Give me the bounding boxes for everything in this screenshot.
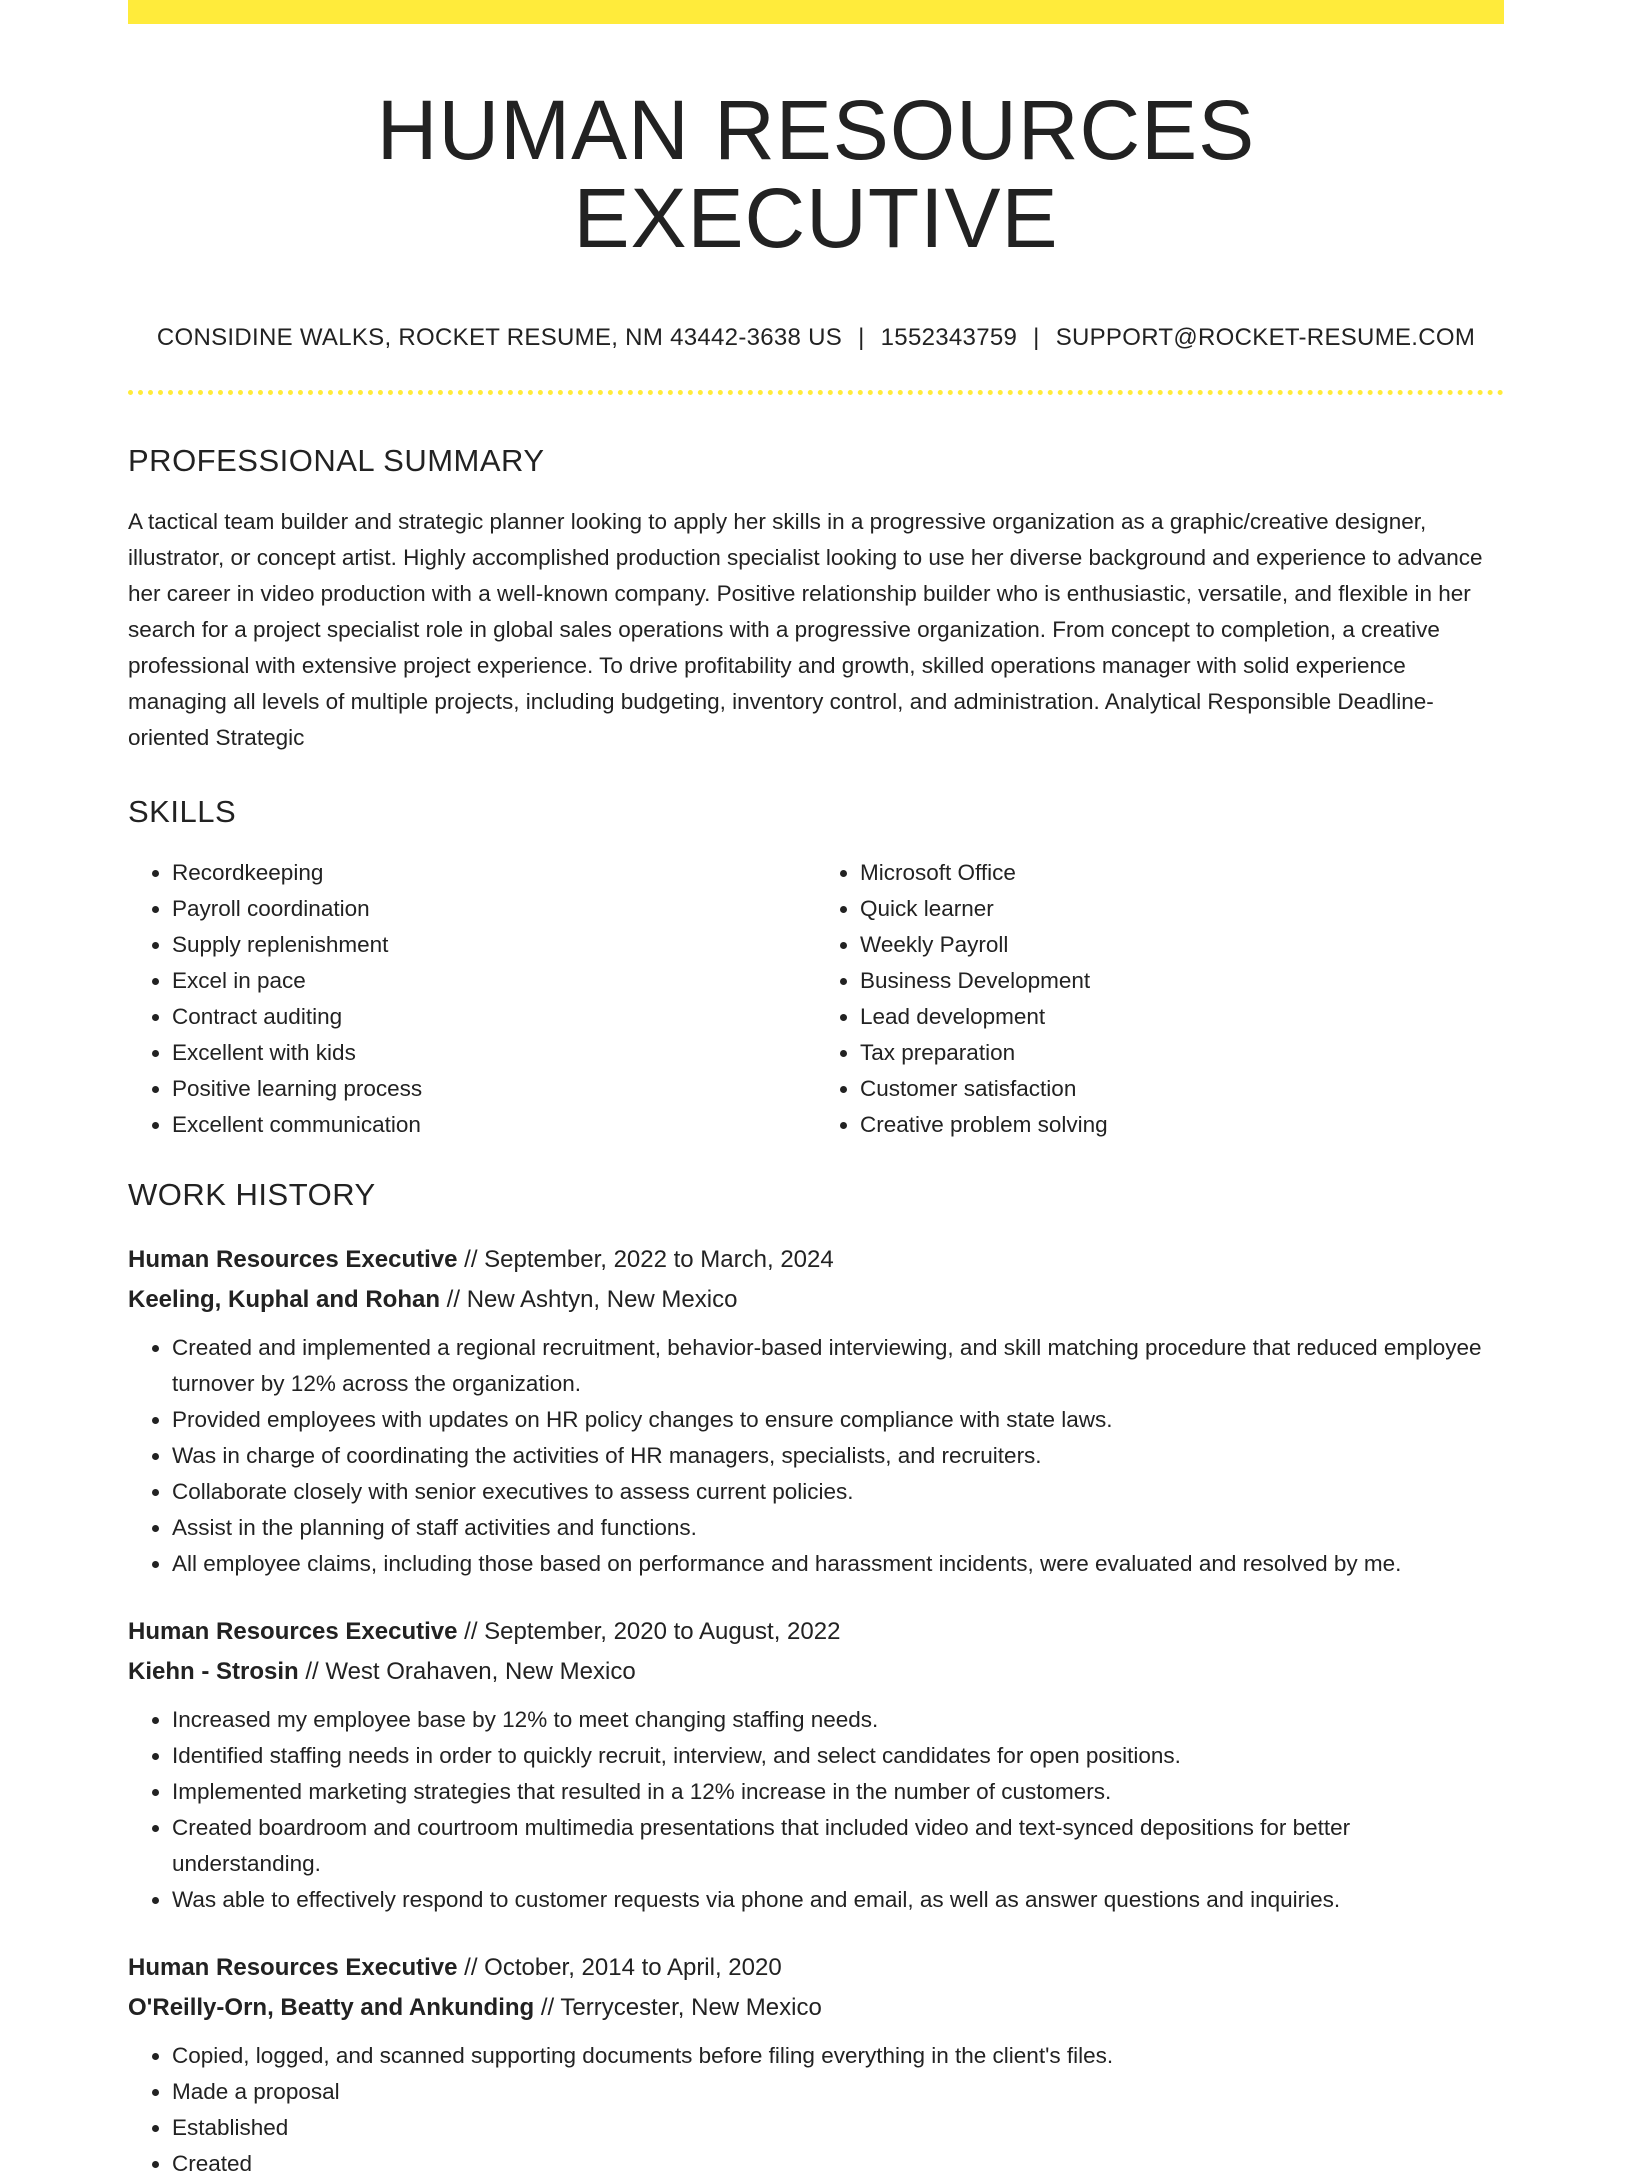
job-bullet: • Assist in the planning of staff activities and functions.: [172, 1510, 1504, 1546]
job-dates: // October, 2014 to April, 2020: [457, 1954, 782, 1982]
job-bullet: • All employee claims, including those based on performance and harassment incidents, were evaluated and resolved by me.: [172, 1546, 1504, 1582]
job-company: O'Reilly-Orn, Beatty and Ankunding: [128, 1994, 535, 2022]
skill-item: • Payroll coordination: [172, 891, 816, 927]
skill-item: • Supply replenishment: [172, 927, 816, 963]
job-bullet: • Established: [172, 2110, 1504, 2146]
job-role: Human Resources Executive: [128, 1246, 458, 1274]
job-entry: [128, 1240, 1504, 1582]
job-entry: [128, 1948, 1504, 2182]
job-company-line: [128, 1652, 1504, 1692]
job-bullet: • Was in charge of coordinating the activities of HR managers, specialists, and recruiters.: [172, 1438, 1504, 1474]
skill-item: • Lead development: [860, 999, 1504, 1035]
dotted-divider: [128, 390, 1504, 395]
skills-right-column: [816, 855, 1504, 1143]
skill-item: • Excellent with kids: [172, 1035, 816, 1071]
skills-heading: SKILLS: [128, 794, 237, 830]
job-role: Human Resources Executive: [128, 1618, 458, 1646]
job-location: // Terrycester, New Mexico: [534, 1994, 822, 2022]
skill-item: • Creative problem solving: [860, 1107, 1504, 1143]
skill-item: • Business Development: [860, 963, 1504, 999]
job-bullet: • Created boardroom and courtroom multimedia presentations that included video and text-synced depositions for better understanding.: [172, 1810, 1504, 1882]
job-bullets: [128, 1330, 1504, 1582]
skill-item: • Microsoft Office: [860, 855, 1504, 891]
job-role-line: [128, 1240, 1504, 1280]
job-bullet: • Copied, logged, and scanned supporting documents before filing everything in the client's files.: [172, 2038, 1504, 2074]
job-bullet: • Provided employees with updates on HR policy changes to ensure compliance with state laws.: [172, 1402, 1504, 1438]
job-dates: // September, 2020 to August, 2022: [457, 1618, 841, 1646]
resume-page: [128, 0, 1504, 2182]
resume-title: HUMAN RESOURCES EXECUTIVE: [376, 83, 1256, 266]
work-history-heading: WORK HISTORY: [128, 1177, 376, 1213]
summary-heading: PROFESSIONAL SUMMARY: [128, 443, 545, 479]
job-company-line: [128, 1988, 1504, 2028]
contact-separator: |: [858, 324, 865, 352]
job-bullet: • Was able to effectively respond to customer requests via phone and email, as well as answer questions and inquiries.: [172, 1882, 1504, 1918]
skills-list: [128, 855, 1504, 1143]
contact-address: CONSIDINE WALKS, ROCKET RESUME, NM 43442-3638 US: [156, 324, 843, 352]
contact-line: [128, 324, 1504, 352]
job-bullet: • Created: [172, 2146, 1504, 2182]
job-bullets: [128, 2038, 1504, 2182]
contact-phone: 1552343759: [880, 324, 1018, 352]
contact-email[interactable]: SUPPORT@ROCKET-RESUME.COM: [1055, 324, 1476, 352]
skill-item: • Positive learning process: [172, 1071, 816, 1107]
skill-item: • Quick learner: [860, 891, 1504, 927]
job-bullet: • Made a proposal: [172, 2074, 1504, 2110]
skill-item: • Excel in pace: [172, 963, 816, 999]
job-company: Kiehn - Strosin: [128, 1658, 299, 1686]
skill-item: • Excellent communication: [172, 1107, 816, 1143]
job-bullet: • Collaborate closely with senior executives to assess current policies.: [172, 1474, 1504, 1510]
job-entry: [128, 1612, 1504, 1918]
summary-text: A tactical team builder and strategic planner looking to apply her skills in a progressive organization as a graphic/creative designer, illustrator, or concept artist. Highly accomplished production specialist looking to use her diverse background and experience to advance her career in video production with a well-known company. Positive relationship builder who is enthusiastic, versatile, and flexible in her search for a project specialist role in global sales operations with a progressive organization. From concept to completion, a creative professional with extensive project experience. To drive profitability and growth, skilled operations manager with solid experience managing all levels of multiple projects, including budgeting, inventory control, and administration. Analytical Responsible Deadline-oriented Strategic: [128, 509, 1483, 751]
skill-item: • Contract auditing: [172, 999, 816, 1035]
contact-separator: |: [1033, 324, 1040, 352]
accent-top-bar: [128, 0, 1504, 24]
job-location: // West Orahaven, New Mexico: [298, 1658, 636, 1686]
skill-item: • Customer satisfaction: [860, 1071, 1504, 1107]
job-role-line: [128, 1948, 1504, 1988]
job-company-line: [128, 1280, 1504, 1320]
skill-item: • Tax preparation: [860, 1035, 1504, 1071]
job-location: // New Ashtyn, New Mexico: [440, 1286, 738, 1314]
job-bullet: • Identified staffing needs in order to quickly recruit, interview, and select candidates for open positions.: [172, 1738, 1504, 1774]
skill-item: • Weekly Payroll: [860, 927, 1504, 963]
job-bullet: • Created and implemented a regional recruitment, behavior-based interviewing, and skill matching procedure that reduced employee turnover by 12% across the organization.: [172, 1330, 1504, 1402]
job-bullets: [128, 1702, 1504, 1918]
job-role-line: [128, 1612, 1504, 1652]
job-bullet: • Increased my employee base by 12% to meet changing staffing needs.: [172, 1702, 1504, 1738]
skill-item: • Recordkeeping: [172, 855, 816, 891]
job-dates: // September, 2022 to March, 2024: [457, 1246, 834, 1274]
job-bullet: • Implemented marketing strategies that resulted in a 12% increase in the number of customers.: [172, 1774, 1504, 1810]
job-company: Keeling, Kuphal and Rohan: [128, 1286, 441, 1314]
job-role: Human Resources Executive: [128, 1954, 458, 1982]
skills-left-column: [128, 855, 816, 1143]
